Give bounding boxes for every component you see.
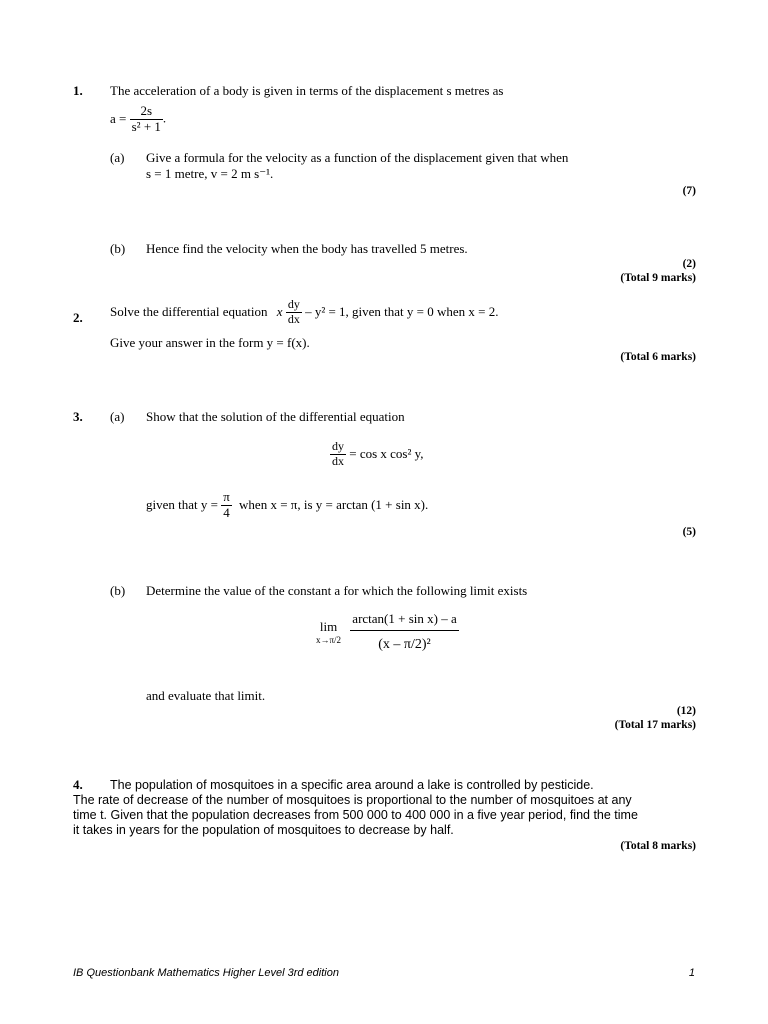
q1a-line1: Give a formula for the velocity as a function of the displacement given that when — [146, 150, 569, 165]
q4-number: 4. — [73, 777, 83, 792]
q3a-eq-rest: = cos x cos² y, — [349, 445, 424, 461]
q3b-marks: (12) — [676, 705, 696, 717]
q2-line2: Give your answer in the form y = f(x). — [110, 335, 310, 350]
q2-dy: dy — [287, 297, 300, 311]
q4-line1: The population of mosquitoes in a specific area around a lake is controlled by pesticide. — [110, 778, 594, 792]
q1-formula-lhs: a = — [110, 110, 127, 126]
q1a-label: (a) — [110, 150, 125, 165]
q3b-lim: lim — [319, 618, 338, 634]
q1-formula: a = $\frac{2s}{\text{s² + 1}}$ . — [110, 103, 167, 134]
q3a-four: 4 — [221, 505, 232, 521]
q3b-after: and evaluate that limit. — [146, 688, 266, 703]
q3b-limit — [316, 612, 459, 653]
q1a-line2: s = 1 metre, v = 2 m s⁻¹. — [146, 166, 274, 181]
q2-equation-line — [110, 298, 499, 327]
q3a-dx: dx — [332, 453, 344, 468]
q1b-marks: (2) — [682, 258, 696, 270]
q3a-dy: dy — [332, 439, 344, 453]
q3a-given-before: given that y = — [146, 496, 218, 512]
q3b-limit-fraction — [350, 612, 458, 653]
q3b-numerator: arctan(1 + sin x) – a — [352, 611, 457, 626]
q1-total: (Total 9 marks) — [620, 272, 696, 284]
q3a-pi: π — [223, 489, 230, 504]
q1-intro: The acceleration of a body is given in terms of the displacement s metres as — [110, 83, 504, 98]
footer-page-number: 1 — [688, 967, 695, 979]
q4-line4: it takes in years for the population of mosquitoes to decrease by half. — [73, 823, 454, 837]
q1-number: 1. — [73, 83, 83, 98]
q4-line2: The rate of decrease of the number of mosquitoes is proportional to the number of mosquitoes at any — [73, 793, 632, 807]
q3a-text: Show that the solution of the differential equation — [146, 409, 405, 424]
q2-total: (Total 6 marks) — [620, 351, 696, 363]
q3a-label: (a) — [110, 409, 125, 424]
q2-number: 2. — [73, 310, 83, 325]
q2-text-before: Solve the differential equation — [110, 303, 268, 319]
q3b-text: Determine the value of the constant a for which the following limit exists — [146, 583, 528, 598]
q3-total: (Total 17 marks) — [614, 719, 696, 731]
q1-formula-den: s² + 1 — [131, 118, 161, 134]
footer-title: IB Questionbank Mathematics Higher Level 3rd edition — [73, 967, 339, 979]
q2-eq-rest: – y² = 1, given that y = 0 when x = 2. — [305, 303, 499, 319]
q1-formula-fraction — [130, 104, 163, 135]
q3a-given — [146, 490, 428, 521]
q3a-pi-over-4 — [221, 490, 232, 521]
q1b-label: (b) — [110, 241, 126, 256]
q4-total: (Total 8 marks) — [620, 840, 696, 852]
q3a-marks: (5) — [682, 526, 696, 538]
q2-derivative — [286, 298, 302, 327]
q3a-equation — [330, 440, 424, 469]
q3b-label: (b) — [110, 583, 126, 598]
q2-dx: dx — [287, 311, 300, 326]
q3a-given-after: when x = π, is y = arctan (1 + sin x). — [239, 496, 429, 512]
q4-line3: time t. Given that the population decreases from 500 000 to 400 000 in a five year period, find the time — [73, 808, 638, 822]
q2-eq-x: x — [276, 303, 283, 319]
q3-number: 3. — [73, 409, 83, 424]
q1a-marks: (7) — [682, 185, 696, 197]
q1-formula-num: 2s — [140, 103, 153, 118]
q3b-lim-block — [316, 620, 341, 645]
q3a-derivative — [330, 440, 346, 469]
q3b-lim-sub: x→π/2 — [316, 634, 342, 645]
q3b-denominator: (x – π/2)² — [350, 630, 458, 653]
q1b-text: Hence find the velocity when the body has travelled 5 metres. — [146, 241, 468, 256]
